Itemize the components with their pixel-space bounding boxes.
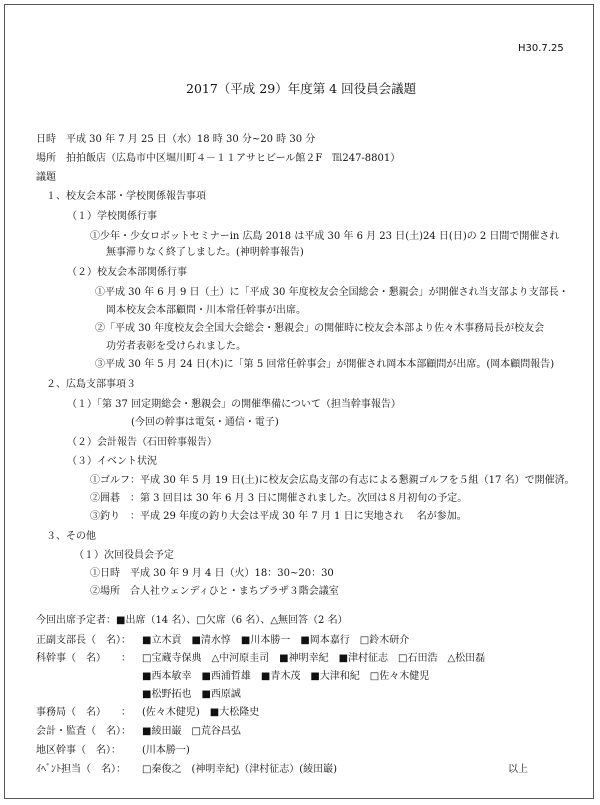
event-golf: ①ゴルフ：平成 30 年 5 月 19 日(土)に校友会広島支部の有志による懇親ゴルフを５組（17 名）で開催済。 [90, 475, 575, 486]
agenda-item-continued: 功労者表彰を受けられました。 [106, 341, 246, 352]
event-fishing: ③釣り ：平成 29 年度の釣り大会は平成 30 年 7 月 1 日に実地され 名が参加。 [90, 511, 467, 522]
subsection-heading: （３）イベント状況 [67, 456, 157, 467]
closing-text: 以上 [508, 764, 528, 775]
next-meeting-datetime: ①日時 平成 30 年 9 月 4 日（火）18：30~20：30 [90, 568, 334, 579]
attendance-label: 科幹事（ 名） ： [36, 653, 131, 664]
section-1-heading: １、校友会本部・学校関係報告事項 [46, 191, 206, 202]
attendance-label: 正副支部長（ 名）： [36, 635, 131, 646]
agenda-item: ①平成 30 年 6 月 9 日（土）に「平成 30 年度校友会全国総会・懇親会」が開催され当支部より支部長・ [95, 287, 569, 298]
subsection-heading: （１）学校関係行事 [67, 211, 157, 222]
agenda-item-continued: 岡本校友会本部顧問・川本常任幹事が出席。 [106, 305, 306, 316]
subsection-heading: （２）会計報告（石田幹事報告） [67, 437, 217, 448]
attendance-list: □秦俊之 (神明幸紀)（津村征志）(綾田巌) [142, 764, 338, 775]
agenda-item: ②「平成 30 年度校友会全国大会総会・懇親会」の開催時に校友会本部より佐々木事務局長が校友会 [95, 323, 545, 334]
attendance-list: ■西本敏幸 ■西浦哲雄 ■青木茂 ■大津和紀 □佐々木健児 [142, 671, 430, 682]
attendance-label: ｲﾍﾞﾝﾄ担当（ 名）： [36, 764, 126, 775]
agenda-item: ①少年・少女ロボットセミナーin 広島 2018 は平成 30 年 6 月 23 日(土)24 日(日)の 2 日間で開催され [90, 231, 560, 242]
next-meeting-place: ②場所 合人社ウェンディひと・まちプラザ３階会議室 [90, 586, 339, 597]
subsection-heading: （２）校友会本部関係行事 [67, 267, 187, 278]
attendance-list: (川本勝一) [142, 745, 190, 756]
attendance-list: ■松野拓也 ■西原誠 [142, 689, 241, 700]
agenda-heading: 議題 [36, 172, 56, 183]
subsection-heading: （１）「第 37 回定期総会・懇親会」の開催準備について（担当幹事報告） [67, 399, 401, 410]
attendance-legend: 今回出席予定者：■出席（14 名）、□欠席（6 名）、△無回答（2 名） [36, 615, 348, 626]
attendance-list: (佐々木健児) ■大松隆史 [142, 707, 260, 718]
attendance-label: 地区幹事（ 名）： [36, 745, 121, 756]
attendance-list: ■立木貢 ■清水惇 ■川本勝一 ■岡本嘉行 □鈴木研介 [142, 635, 410, 646]
agenda-item: ③平成 30 年 5 月 24 日(木)に「第 5 回常任幹事会」が開催され岡本本部顧問が出席。(岡本顧問報告) [95, 359, 555, 370]
document-date: H30.7.25 [518, 43, 564, 54]
meeting-datetime: 日時 平成 30 年 7 月 25 日（水）18 時 30 分~20 時 30 分 [36, 134, 316, 145]
agenda-item-continued: 無事滞りなく終了しました。(神明幹事報告) [106, 247, 304, 258]
agenda-item-note: (今回の幹事は電気・通信・電子) [131, 417, 279, 428]
attendance-label: 事務局（ 名） ： [36, 707, 131, 718]
attendance-label: 会計・監査（ 名）： [36, 726, 131, 737]
attendance-list: ■綾田巌 □荒谷昌弘 [142, 726, 241, 737]
meeting-place: 場所 拍拍飯店（広島市中区堀川町４－１１アサヒビール館２F ℡247-8801） [36, 153, 401, 164]
document-title: 2017（平成 29）年度第 4 回役員会議題 [186, 81, 417, 96]
section-3-heading: ３、その他 [46, 531, 96, 542]
event-go: ②囲碁 ：第 3 回目は 30 年 6 月 3 日に開催されました。次回は８月初旬の予定。 [90, 493, 468, 504]
attendance-list: □宝蔵寺保典 △中河原圭司 ■神明幸紀 ■津村征志 □石田浩 △松田磊 [142, 653, 486, 664]
subsection-heading: （１）次回役員会予定 [74, 550, 174, 561]
section-2-heading: ２、広島支部事項３ [46, 379, 136, 390]
